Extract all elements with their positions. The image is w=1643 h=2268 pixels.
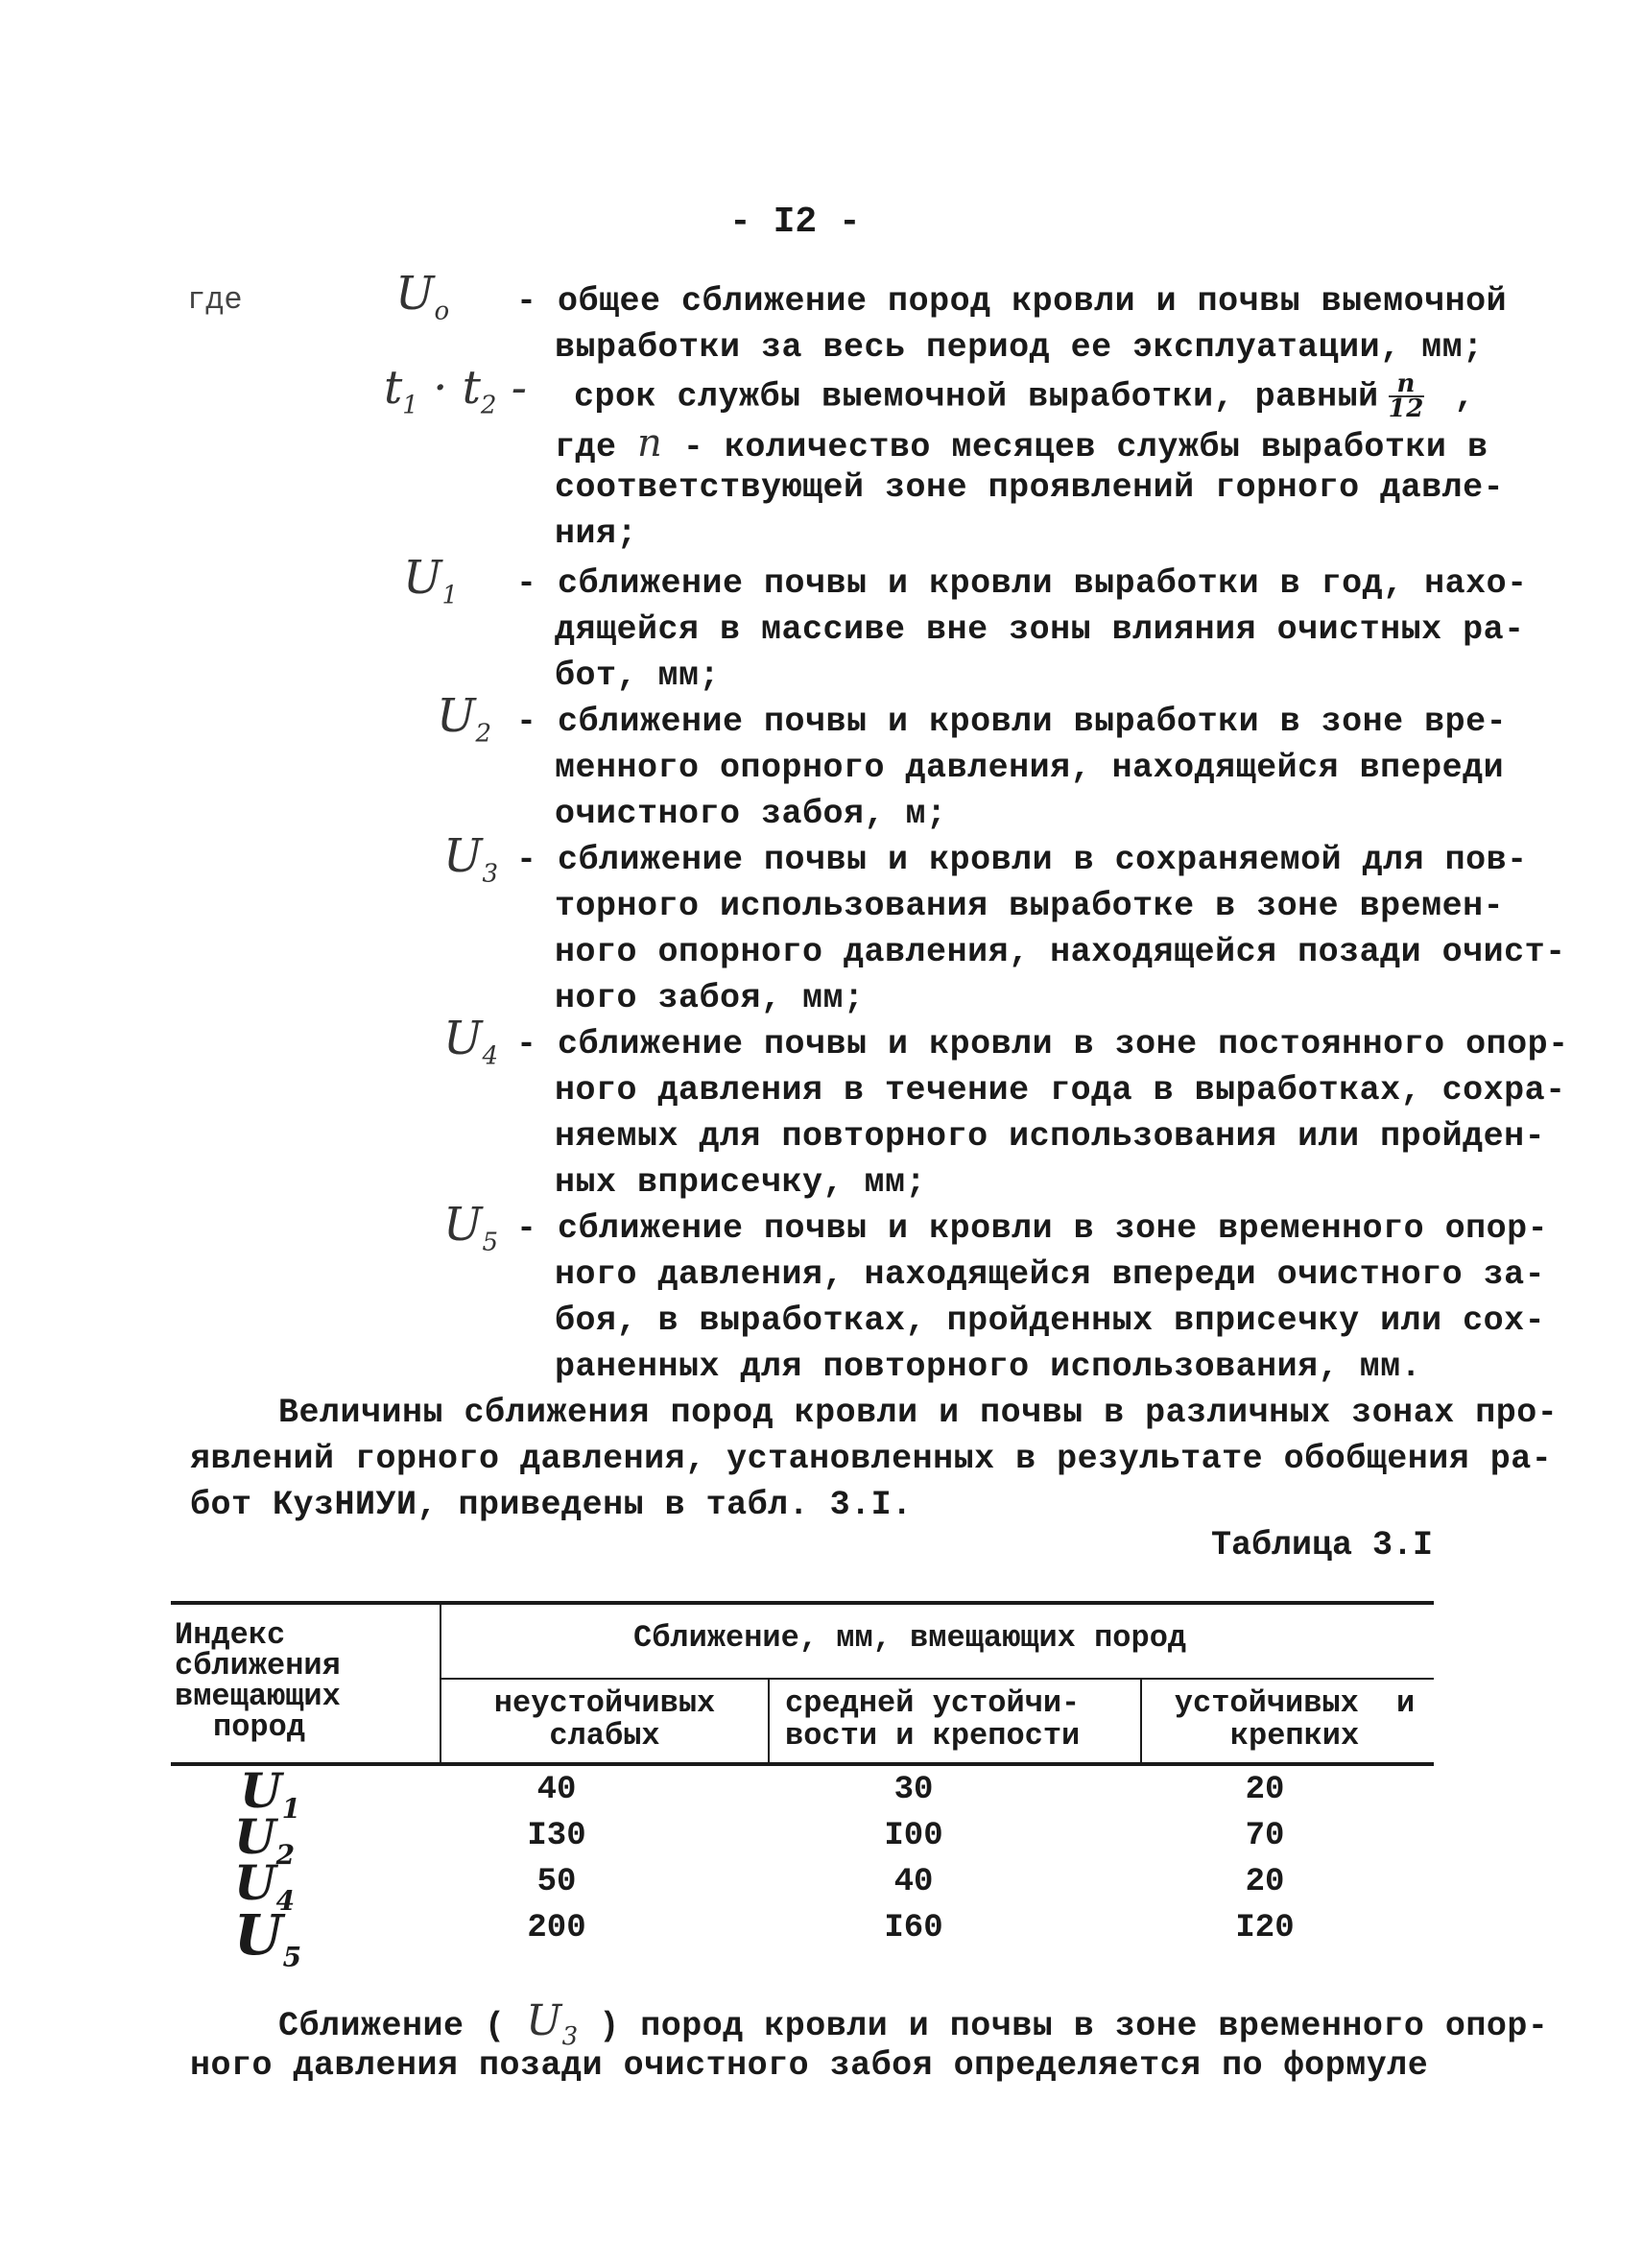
definition-u2-line-3: очистного забоя, м; (555, 795, 947, 833)
definition-u3-line-4: ного забоя, мм; (555, 979, 865, 1017)
symbol-u4: $U_4$ (443, 1012, 498, 1071)
symbol-t1-t2: $t_1 \cdot t_2$ - (384, 361, 527, 420)
symbol-u2: $U_2$ (437, 689, 491, 749)
symbol-u5: $U_5$ (443, 1198, 498, 1257)
symbol-u1: $U_1$ (403, 551, 458, 610)
intro-paragraph-line-3: бот КузНИУИ, приведены в табл. 3.I. (190, 1486, 913, 1524)
symbol-u0: $U_o$ (395, 267, 450, 326)
cell-u5-medium: I60 (884, 1910, 943, 1946)
row-symbol-u2: $U_2$ (234, 1808, 296, 1871)
definition-u2-line-2: менного опорного давления, находящейся впереди (555, 749, 1505, 787)
definition-t-line-4: ния; (555, 514, 638, 553)
cell-u2-stable: 70 (1245, 1818, 1285, 1854)
row-symbol-u5: $U_5$ (234, 1902, 302, 1973)
table-group-rule (441, 1678, 1434, 1680)
definition-u1-line-2: дящейся в массиве вне зоны влияния очистных ра- (555, 610, 1525, 649)
symbol-u3: $U_3$ (443, 829, 498, 889)
cell-u4-unstable: 50 (536, 1864, 577, 1900)
definition-u3-line-2: торного использования выработке в зоне времен- (555, 887, 1505, 925)
definition-u0-line-2: выработки за весь период ее эксплуатации, мм; (555, 328, 1484, 367)
where-label: где (187, 282, 243, 318)
cell-u1-medium: 30 (893, 1772, 934, 1808)
cell-u5-unstable: 200 (527, 1910, 586, 1946)
definition-u2-line-1: - сближение почвы и кровли выработки в зоне вре- (516, 703, 1508, 741)
closing-paragraph-line-2: ного давления позади очистного забоя определяется по формуле (190, 2046, 1429, 2085)
header-group: Сближение, мм, вмещающих пород (633, 1620, 1187, 1656)
definition-u4-line-4: ных вприсечку, мм; (555, 1163, 927, 1202)
definition-u1-line-3: бот, мм; (555, 657, 721, 695)
table-caption: Таблица 3.I (1211, 1526, 1434, 1564)
definition-u3-line-1: - сближение почвы и кровли в сохраняемой для пов- (516, 841, 1528, 879)
header-col-unstable: неустойчивых слабых (493, 1685, 716, 1754)
cell-u1-stable: 20 (1245, 1772, 1285, 1808)
header-col-medium: средней устойчи- вости и крепости (785, 1685, 1081, 1754)
definition-u1-line-1: - сближение почвы и кровли выработки в год, нахо- (516, 564, 1528, 603)
header-col-stable: устойчивых и крепких (1174, 1685, 1416, 1754)
cell-u2-unstable: I30 (527, 1818, 586, 1854)
definition-t-line-1: срок службы выемочной выработки, равный $\frac{n}{12}$ , (574, 370, 1475, 423)
page-number: - I2 - (729, 202, 861, 243)
definition-u4-line-3: няемых для повторного использования или пройден- (555, 1117, 1546, 1156)
cell-u5-stable: I20 (1235, 1910, 1295, 1946)
table-index-divider (440, 1605, 441, 1766)
table-col-divider-2 (1140, 1680, 1142, 1766)
cell-u4-medium: 40 (893, 1864, 934, 1900)
definition-u4-line-2: ного давления в течение года в выработках, сохра- (555, 1071, 1566, 1110)
cell-u4-stable: 20 (1245, 1864, 1285, 1900)
definition-t-line-2: где n - количество месяцев службы выработки в (555, 421, 1488, 466)
table-header-bottom-rule (171, 1762, 1434, 1766)
definition-u4-line-1: - сближение почвы и кровли в зоне постоянного опор- (516, 1025, 1569, 1063)
row-symbol-u1: $U_1$ (240, 1762, 301, 1825)
intro-paragraph-line-2: явлений горного давления, установленных в результате обобщения ра- (190, 1440, 1553, 1478)
definition-u3-line-3: ного опорного давления, находящейся позади очист- (555, 933, 1566, 971)
definition-u5-line-1: - сближение почвы и кровли в зоне временного опор- (516, 1209, 1549, 1248)
intro-paragraph-line-1: Величины сближения пород кровли и почвы в различных зонах про- (278, 1394, 1559, 1432)
row-symbol-u4: $U_4$ (234, 1854, 296, 1917)
table-col-divider-1 (768, 1680, 770, 1766)
definition-u5-line-4: раненных для повторного использования, мм. (555, 1348, 1422, 1386)
definition-u5-line-3: боя, в выработках, пройденных вприсечку или сох- (555, 1301, 1546, 1340)
definition-u0-line-1: - общее сближение пород кровли и почвы выемочной (516, 282, 1508, 321)
definition-u5-line-2: ного давления, находящейся впереди очистного за- (555, 1255, 1546, 1294)
cell-u2-medium: I00 (884, 1818, 943, 1854)
table-top-rule (171, 1601, 1434, 1605)
closing-paragraph-line-1: Сближение ( $U_3$ ) пород кровли и почвы в зоне временного опор- (278, 1996, 1549, 2051)
fraction-n-over-12: $\frac{n}{12}$ (1388, 370, 1424, 423)
closing-symbol-u3: $U_3$ (526, 1996, 579, 2051)
header-index: Индекс сближения вмещающих пород (175, 1617, 341, 1745)
definition-t-line-3: соответствующей зоне проявлений горного давле- (555, 468, 1505, 507)
cell-u1-unstable: 40 (536, 1772, 577, 1808)
